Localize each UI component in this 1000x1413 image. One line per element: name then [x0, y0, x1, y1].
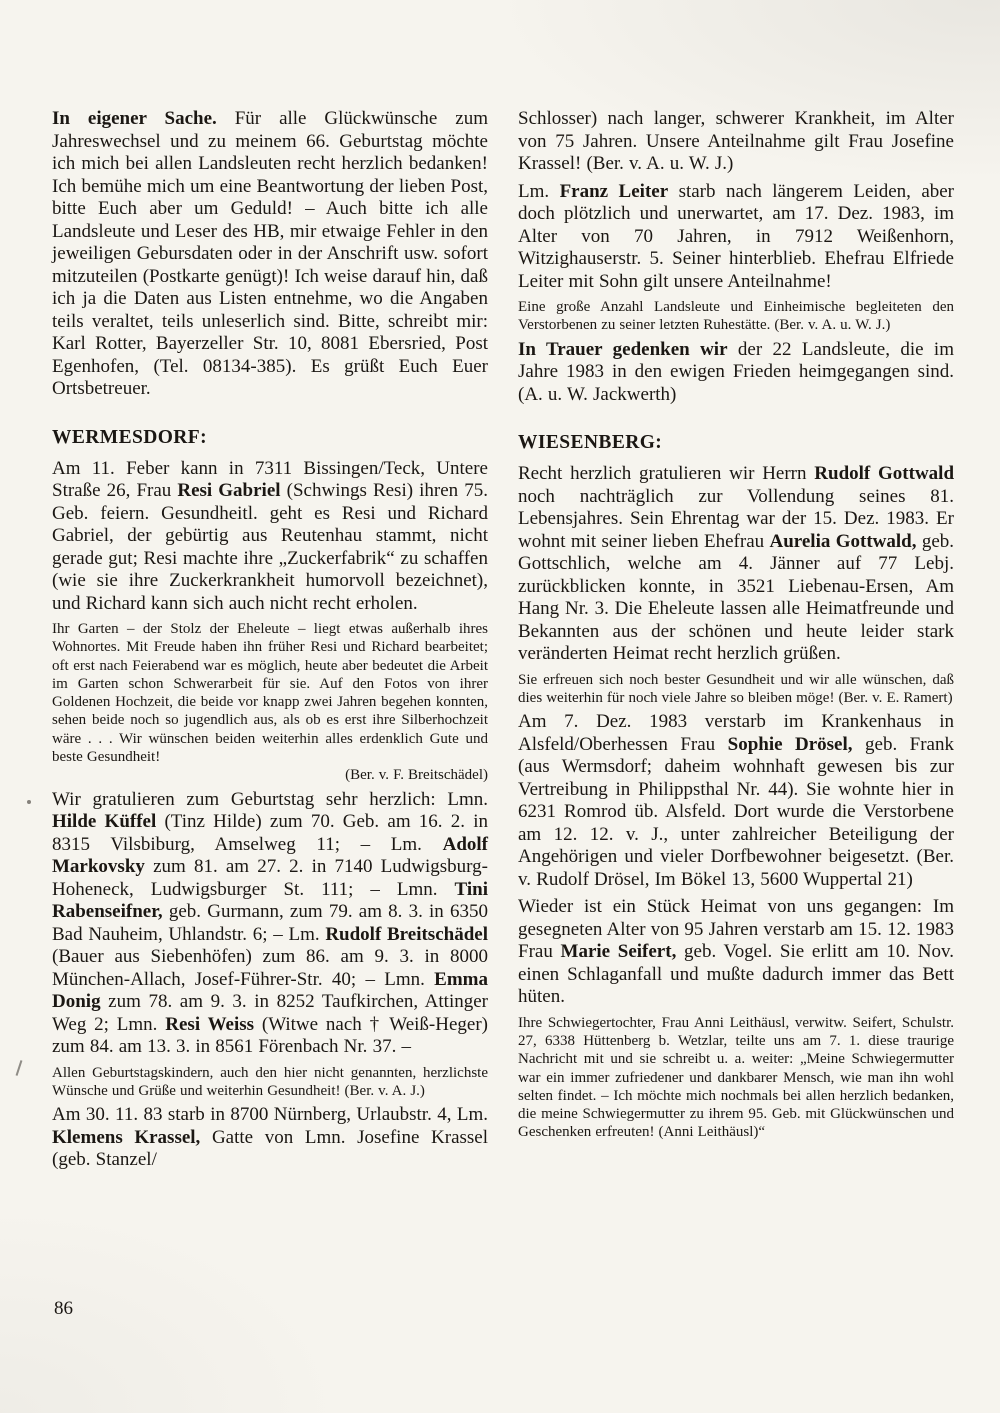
paragraph: [52, 1064, 488, 1101]
paragraph: [518, 1014, 954, 1142]
text-run: geb. Gottschlich, welche am 4. Jänner auf 77 Lebj. zurückblicken konnte, in 3521 Liebenau-Ersen, Am Hang Nr. 3. Die Eheleute lassen alle Heimatfreunde und Bekannten aus der schönen und heute leider stark veränderten Heimat recht herzlich grüßen.: [518, 530, 954, 665]
paragraph: [52, 789, 488, 1059]
bold-text-run: Resi Weiss: [165, 1013, 255, 1035]
bold-text-run: In Trauer gedenken wir: [518, 338, 728, 360]
text-run: geb. Frank (aus Wermsdorf; daheim wohnhaft gewesen bis zur Vertreibung in Philippsthal Nr. 44). Sie wohnte hier in 6231 Romrod üb. Alsfeld. Dort wurde die Verstorbene am 12. 12. v. J., unter zahlreicher Beteiligung der Angehörigen und vieler Dorfbewohner beigesetzt. (Ber. v. Rudolf Drösel, Im Bökel 13, 5600 Wuppertal 21): [518, 733, 954, 890]
report-credit: (Ber. v. F. Breitschädel): [345, 767, 488, 784]
text-run: Recht herzlich gratulieren wir Herrn: [518, 463, 815, 485]
bold-text-run: WIESENBERG:: [518, 432, 663, 454]
bold-text-run: Sophie Drösel,: [727, 733, 853, 755]
paragraph: [52, 108, 488, 401]
text-run: Für alle Glückwünsche zum Jahreswechsel und zu meinem 66. Geburtstag möchte ich mich bei allen Landsleuten recht herzlich bedanken! Ich bemühe mich um eine Beantwortung der lieben Post, bitte Euch aber um Geduld! – Auch bitte ich alle Landsleute und Leser des HB, mir etwaige Fehler in den jeweiligen Gebursdaten oder in der Anschrift usw. sofort mitzuteilen (Postkarte genügt)! Ich weise darauf hin, daß ich ja die Daten aus Listen entnehme, wo die Angaben teils veraltet, teils unleserlich sind. Bitte, schreibt mir: Karl Rotter, Bayerzeller Str. 10, 8081 Ebersried, Post Egenhofen, (Tel. 08134-385). Es grüßt Euch Euer Ortsbetreuer.: [52, 108, 488, 399]
paragraph: [518, 896, 954, 1009]
text-run: (Witwe nach † Weiß-Heger) zum 84. am 13. 3. in 8561 Förenbach Nr. 37. –: [52, 1013, 489, 1058]
paragraph: [52, 458, 488, 616]
paragraph: [518, 339, 954, 407]
text-run: Sie erfreuen sich noch bester Gesundheit und wir alle wünschen, daß dies weiterhin für noch viele Jahre so bleiben möge! (Ber. v. E. Ramert): [518, 671, 954, 706]
paragraph: [518, 711, 954, 891]
text-run: Wieder ist ein Stück Heimat von uns gegangen: Im gesegneten Alter von 95 Jahren verstarb am 15. 12. 1983 Frau: [518, 896, 954, 963]
text-run: Am 11. Feber kann in 7311 Bissingen/Teck, Untere Straße 26, Frau: [52, 457, 488, 501]
scan-speck: [27, 800, 31, 804]
bold-text-run: In eigener Sache.: [52, 108, 217, 129]
bold-text-run: Rudolf Gottwald: [814, 463, 955, 485]
paragraph: [518, 671, 954, 708]
text-run: zum 78. am 9. 3. in 8252 Taufkirchen, Attinger Weg 2; Lmn.: [52, 991, 488, 1035]
text-run: Am 30. 11. 83 starb in 8700 Nürnberg, Urlaubstr. 4, Lm.: [52, 1104, 488, 1126]
text-run: der 22 Landsleute, die im Jahre 1983 in den ewigen Frieden heimgegangen sind. (A. u. W. Jackwerth): [518, 338, 954, 405]
bold-text-run: Tini Rabenseifner,: [52, 878, 488, 923]
paragraph: [518, 108, 954, 176]
text-run: (Schwings Resi) ihren 75. Geb. feiern. Gesundheitl. geht es Resi und Richard Gabriel, der gebürtig aus Reutenhau stammt, nicht gerade gut; Resi machte ihre „Zuckerfabrik“ zu schaffen (wie sie ihre Zuckerkrankheit humorvoll bezeichnet), und Richard kann sich auch nicht recht erholen.: [52, 480, 489, 614]
text-run: zum 81. am 27. 2. in 7140 Ludwigsburg-Hoheneck, Ludwigsburger St. 111; – Lmn.: [52, 856, 488, 900]
text-run: Ihre Schwiegertochter, Frau Anni Leithäusl, verwitw. Seifert, Schulstr. 27, 6338 Hüttenberg b. Wetzlar, teilte uns am 7. 1. diese traurige Nachricht mit und sie schreibt u. a. weiter: „Meine Schwiegermutter war ein immer zufriedener und dankbarer Mensch, wie man ihn wohl selten findet. – Ich möchte mich nochmals bei allen herzlich bedanken, die meine Schwiegermutter zu ihrem 95. Geb. mit Glückwünschen und Geschenken erfreuten! (Anni Leithäusl)“: [518, 1014, 954, 1141]
text-run: (Tinz Hilde) zum 70. Geb. am 16. 2. in 8315 Vilsbiburg, Amselweg 11; – Lm.: [52, 811, 488, 855]
bold-text-run: Rudolf Breitschädel: [325, 923, 488, 945]
page-number: 86: [54, 1298, 73, 1319]
bold-text-run: Hilde Küffel: [52, 811, 157, 833]
bold-text-run: Klemens Krassel,: [52, 1126, 201, 1148]
bold-text-run: Franz Leiter: [559, 180, 669, 202]
bold-text-run: Resi Gabriel: [177, 480, 281, 501]
text-run: starb nach längerem Leiden, aber doch plötzlich und unerwartet, am 17. Dez. 1983, im Alter von 70 Jahren, in 7912 Weißenhorn, Witzighauserstr. 5. Seiner hinterblieb. Ehefrau Elfriede Leiter mit Sohn gilt unsere Anteilnahme!: [518, 180, 955, 292]
text-run: Eine große Anzahl Landsleute und Einheimische begleiteten den Verstorbenen zu seiner letzten Ruhestätte. (Ber. v. A. u. W. J.): [518, 299, 954, 334]
section-heading: [518, 432, 954, 454]
text-run: Gatte von Lmn. Josefine Krassel (geb. Stanzel/: [52, 1126, 488, 1171]
paragraph: [52, 620, 488, 785]
text-run: Allen Geburtstagskindern, auch den hier nicht genannten, herzlichste Wünsche und Grüße und weiterhin Gesundheit! (Ber. v. A. J.): [52, 1064, 488, 1099]
two-column-layout: [52, 108, 954, 1177]
paragraph: [518, 298, 954, 335]
text-run: Ihr Garten – der Stolz der Eheleute – liegt etwas außerhalb ihres Wohnortes. Mit Freude haben ihn früher Resi und Richard bearbeitet; oft erst nach Feierabend war es möglich, heute aber bedeutet die Arbeit im Garten schon Schwerarbeit für sie. Auf den Fotos von ihrer Goldenen Hochzeit, die beide vor knapp zwei Jahren begehen konnten, sehen beide noch so jugendlich aus, als ob es erst ihre Silberhochzeit wäre . . . Wir wünschen beiden weiterhin alles erdenklich Gute und beste Gesundheit!: [52, 621, 488, 766]
left-column: [52, 108, 488, 1177]
bold-text-run: Emma Donig: [52, 968, 488, 1013]
paragraph: [52, 1104, 488, 1172]
text-run: Schlosser) nach langer, schwerer Krankheit, im Alter von 75 Jahren. Unsere Anteilnahme gilt Frau Josefine Krassel! (Ber. v. A. u. W. J.): [518, 108, 954, 174]
text-run: Lm.: [518, 180, 560, 202]
right-column: [518, 108, 954, 1177]
bold-text-run: Marie Seifert,: [560, 941, 677, 963]
scan-speck: [16, 1060, 23, 1076]
bold-text-run: WERMESDORF:: [52, 426, 207, 448]
paragraph: [518, 181, 954, 294]
section-heading: [52, 427, 488, 449]
text-run: geb. Gurmann, zum 79. am 8. 3. in 6350 Bad Nauheim, Uhlandstr. 6; – Lm.: [52, 901, 488, 945]
text-run: noch nachträglich zur Vollendung seines 81. Lebensjahres. Sein Ehrentag war der 15. Dez. 1983. Er wohnt mit seiner lieben Ehefrau: [518, 485, 954, 552]
bold-text-run: Adolf Markovsky: [52, 833, 488, 878]
text-run: geb. Vogel. Sie erlitt am 10. Nov. einen Schlaganfall und mußte dadurch immer das Bett hüten.: [518, 941, 954, 1008]
paragraph: [518, 463, 954, 666]
text-run: Wir gratulieren zum Geburtstag sehr herzlich: Lmn.: [52, 788, 488, 810]
bold-text-run: Aurelia Gottwald,: [769, 530, 917, 552]
text-run: Am 7. Dez. 1983 verstarb im Krankenhaus in Alsfeld/Oberhessen Frau: [518, 711, 954, 755]
text-run: (Bauer aus Siebenhöfen) zum 86. am 9. 3. in 8000 München-Allach, Josef-Führer-Str. 40; – Lmn.: [52, 946, 488, 990]
